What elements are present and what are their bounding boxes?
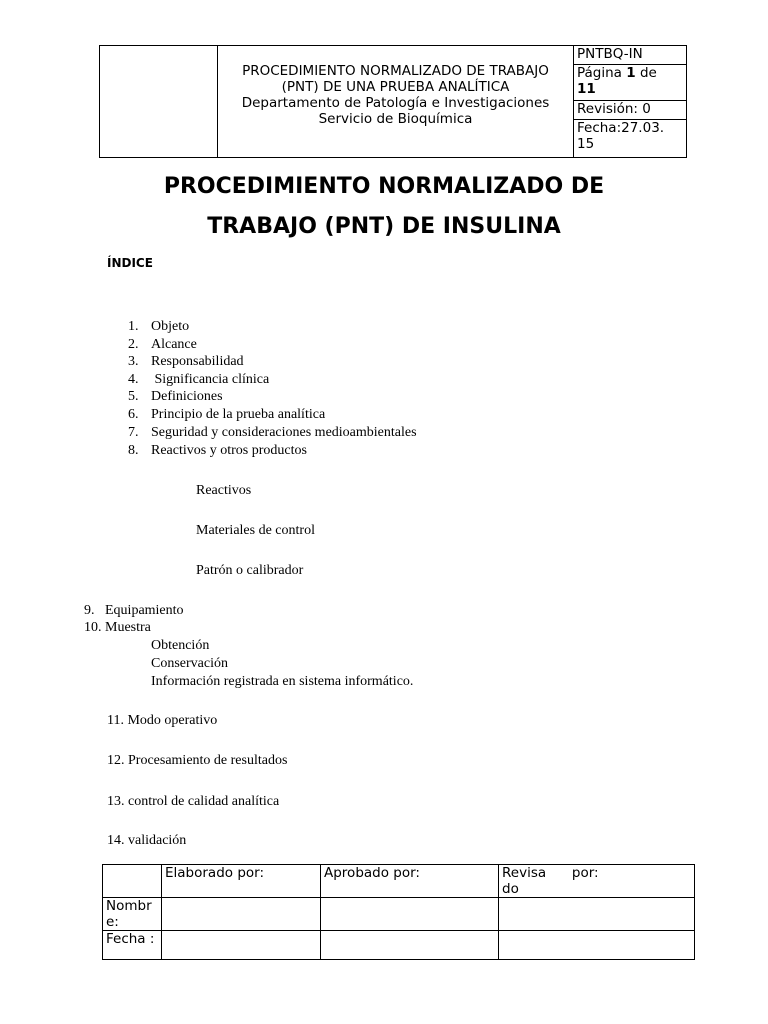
list-item-procesamiento: 12. Procesamiento de resultados: [107, 753, 288, 768]
fecha-revisado: [499, 931, 695, 960]
header-line-1: PROCEDIMIENTO NORMALIZADO DE TRABAJO: [242, 63, 549, 79]
list-item-text: Principio de la prueba analítica: [151, 407, 326, 422]
nombre-elaborado: [162, 898, 321, 931]
sub-item-materiales: Materiales de control: [196, 523, 315, 538]
sub-item-conservacion: Conservación: [151, 656, 228, 671]
sub-item-informacion: Información registrada en sistema informático.: [151, 674, 414, 689]
header-department: Departamento de Patología e Investigaciones: [241, 95, 550, 111]
page-indicator: [574, 65, 687, 101]
list-item: 5.: [128, 389, 139, 404]
list-item-text: Seguridad y consideraciones medioambientales: [151, 425, 417, 440]
aprobado-header: Aprobado por:: [321, 865, 499, 898]
list-item-modo-operativo: 11. Modo operativo: [107, 713, 218, 728]
header-table: [99, 45, 687, 158]
list-item-text: Objeto: [151, 319, 190, 334]
list-item-text: Definiciones: [151, 389, 223, 404]
document-title-line-2: TRABAJO (PNT) DE INSULINA: [207, 214, 561, 239]
fecha-elaborado: [162, 931, 321, 960]
sub-item-reactivos: Reactivos: [196, 483, 252, 498]
list-item: 8.: [128, 443, 139, 458]
list-item-muestra: 10. Muestra: [84, 620, 151, 635]
list-item: 4.: [128, 372, 139, 387]
doc-code: PNTBQ-IN: [574, 46, 687, 65]
page-total: 11: [577, 81, 596, 97]
list-item: 7.: [128, 425, 139, 440]
list-item: 3.: [128, 354, 139, 369]
elaborado-header: Elaborado por:: [162, 865, 321, 898]
header-title-cell: [218, 46, 574, 158]
list-item-control-calidad: 13. control de calidad analítica: [107, 794, 280, 809]
sub-item-patron: Patrón o calibrador: [196, 563, 304, 578]
list-item-validacion: 14. validación: [107, 833, 187, 848]
date-line-2: 15: [577, 136, 595, 152]
nombre-revisado: [499, 898, 695, 931]
revisado-line-2: do: [502, 881, 519, 897]
document-title-line-1: PROCEDIMIENTO NORMALIZADO DE: [163, 174, 605, 199]
list-item-text: Alcance: [151, 337, 197, 352]
list-item: 1.: [128, 319, 139, 334]
revision: Revisión: 0: [574, 101, 687, 120]
list-item-text: Reactivos y otros productos: [151, 443, 307, 458]
page-number: 1: [626, 65, 636, 81]
list-item-text: Significancia clínica: [151, 372, 270, 387]
page-of: de: [639, 65, 657, 81]
signature-table: [102, 864, 695, 960]
date-line-1: Fecha:27.03.: [577, 120, 665, 136]
nombre-label: [103, 898, 162, 931]
sub-item-obtencion: Obtención: [151, 638, 210, 653]
list-item: 6.: [128, 407, 139, 422]
index-heading: ÍNDICE: [107, 256, 153, 270]
list-item: 2.: [128, 337, 139, 352]
revisado-line-1: Revisa por:: [502, 865, 599, 881]
date-cell: [574, 120, 687, 158]
fecha-label: Fecha :: [103, 931, 162, 960]
logo-cell: [100, 46, 218, 158]
nombre-line-2: e:: [106, 914, 119, 930]
revisado-header: [499, 865, 695, 898]
header-service: Servicio de Bioquímica: [318, 111, 473, 127]
page-label: Página: [577, 65, 622, 81]
fecha-aprobado: [321, 931, 499, 960]
list-item-text: Responsabilidad: [151, 354, 244, 369]
nombre-line-1: Nombr: [106, 898, 152, 914]
header-line-2: (PNT) DE UNA PRUEBA ANALÍTICA: [281, 79, 510, 95]
corner-cell: [103, 865, 162, 898]
nombre-aprobado: [321, 898, 499, 931]
list-item-equipamiento: 9. Equipamiento: [84, 603, 184, 618]
